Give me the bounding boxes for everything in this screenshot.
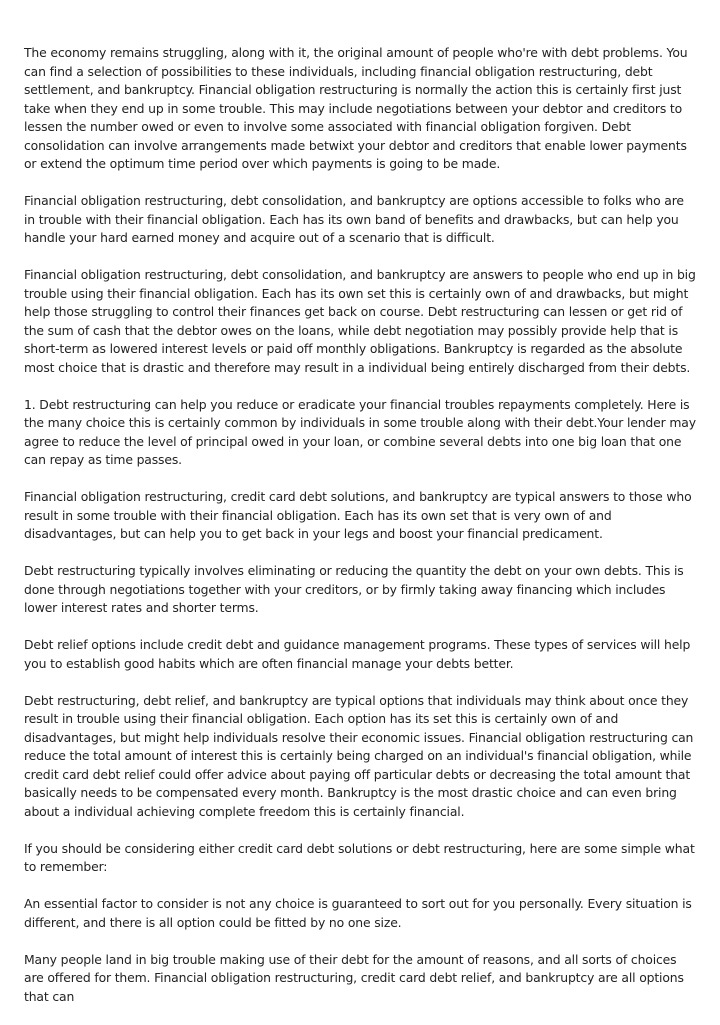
paragraph-6: Debt restructuring typically involves eliminating or reducing the quantity the debt on your own debts. This is done through negotiations together with your creditors, or by firmly taking away financing which includes lower interest rates and shorter terms.	[24, 563, 684, 615]
paragraph-11: Many people land in big trouble making use of their debt for the amount of reasons, and all sorts of choices are offered for them. Financial obligation restructuring, credit card debt relief, and bankruptcy are all options that can	[24, 951, 684, 1004]
paragraph-4: 1. Debt restructuring can help you reduce or eradicate your financial troubles repayments completely. Here is the many choice this is certainly common by individuals in some trouble along with their debt.Your lender may agree to reduce the level of principal owed in your loan, or combine several debts into one big loan that one can repay as time passes.	[24, 396, 696, 467]
paragraph-3: Financial obligation restructuring, debt consolidation, and bankruptcy are answers to people who end up in big trouble using their financial obligation. Each has its own set this is certainly own of and drawbacks, but might help those struggling to control their finances get back on course. Debt restructuring can lessen or get rid of the sum of cash that the debtor owes on the loans, while debt negotiation may possibly provide help that is short-term as lowered interest levels or paid off monthly obligations. Bankruptcy is regarded as the absolute most choice that is drastic and therefore may result in a individual being entirely discharged from their debts.	[24, 267, 696, 375]
paragraph-9: If you should be considering either credit card debt solutions or debt restructuring, here are some simple what to remember:	[24, 840, 695, 874]
paragraph-5: Financial obligation restructuring, credit card debt solutions, and bankruptcy are typical answers to those who result in some trouble with their financial obligation. Each has its own set that is very own of and disadvantages, but can help you to get back in your legs and boost your financial predicament.	[24, 489, 692, 541]
paragraph-7: Debt relief options include credit debt and guidance management programs. These types of services will help you to establish good habits which are often financial manage your debts better.	[24, 637, 691, 671]
paragraph-1: The economy remains struggling, along with it, the original amount of people who're with debt problems. You can find a selection of possibilities to these individuals, including financial obligation restructuring, debt settlement, and bankruptcy. Financial obligation restructuring is normally the action this is certainly first just take when they end up in some trouble. This may include negotiations between your debtor and creditors to lessen the number owed or even to involve some associated with financial obligation forgiven. Debt consolidation can involve arrangements made betwixt your debtor and creditors that enable lower payments or extend the optimum time period over which payments is going to be made.	[24, 45, 688, 171]
paragraph-8: Debt restructuring, debt relief, and bankruptcy are typical options that individuals may think about once they result in trouble using their financial obligation. Each option has its set this is certainly own of and disadvantages, but might help individuals resolve their economic issues. Financial obligation restructuring can reduce the total amount of interest this is certainly being charged on an individual's financial obligation, while credit card debt relief could offer advice about paying off particular debts or decreasing the total amount that basically needs to be compensated every month. Bankruptcy is the most drastic choice and can even bring about a individual achieving complete freedom this is certainly financial.	[24, 692, 694, 819]
article-body	[24, 44, 698, 1025]
paragraph-2: Financial obligation restructuring, debt consolidation, and bankruptcy are options accessible to folks who are in trouble with their financial obligation. Each has its own band of benefits and drawbacks, but can help you handle your hard earned money and acquire out of a scenario that is difficult.	[24, 193, 684, 245]
paragraph-10: An essential factor to consider is not any choice is guaranteed to sort out for you personally. Every situation is different, and there is all option could be fitted by no one size.	[24, 896, 692, 930]
